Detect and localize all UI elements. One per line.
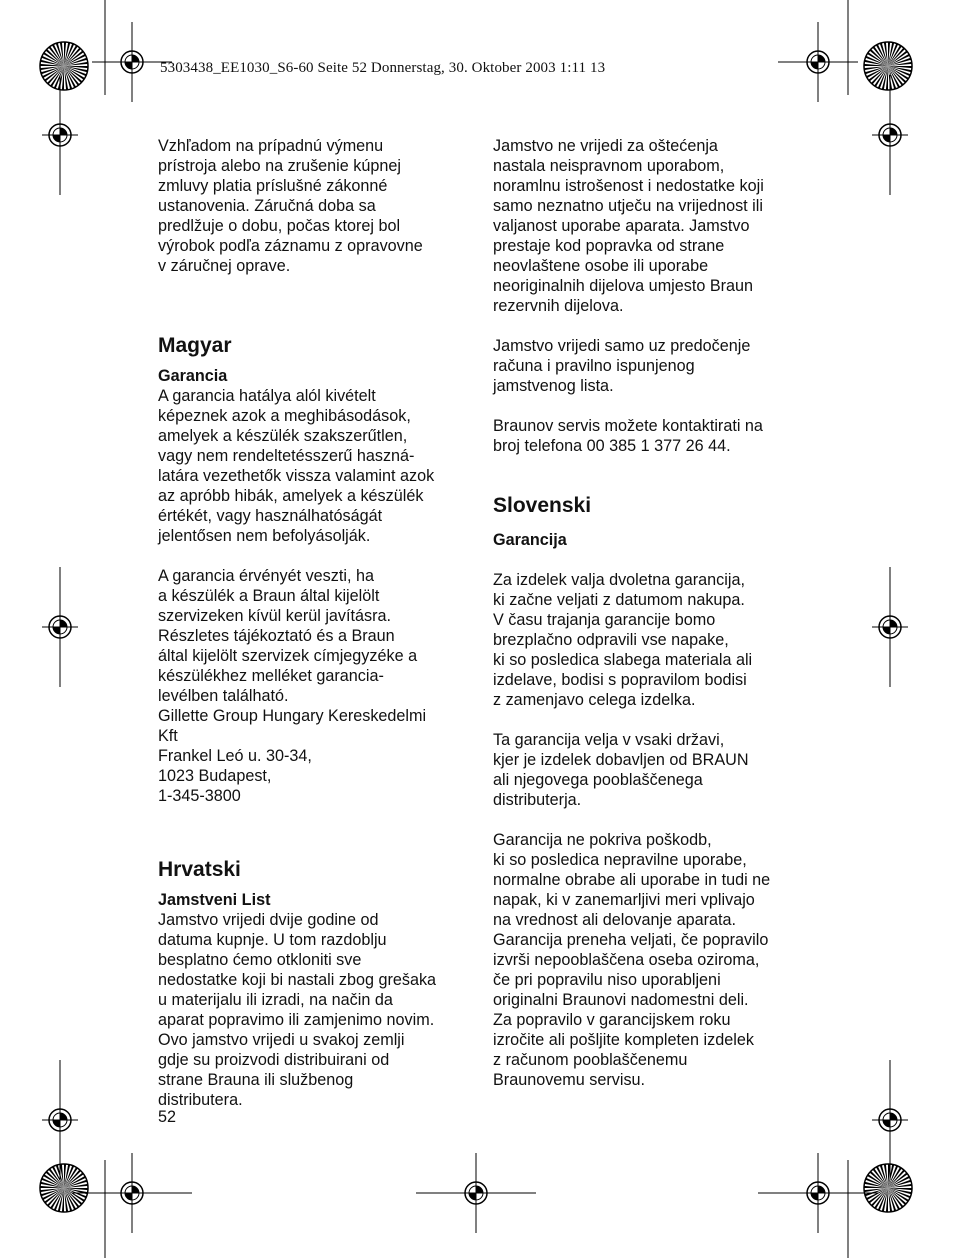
slovenski-paragraph-3: Garancija ne pokriva poškodb, ki so posledica nepravilne uporabe, normalne obrabe ali uporabe in tudi ne napak, ki v zanemarljivi meri vplivajo na vrednost ali delovanje aparata. Garancija preneha veljati, če popravilo izvrši nepooblaščena oseba oziroma, če pri popravilu niso uporabljeni originalni Braunovi nadomestni deli. Za popravilo v garancijskem roku izročite ali pošljite kompleten izdelek z računom pooblaščenemu Braunovemu servisu. [493,831,771,1089]
registration-mark-icon [758,1153,878,1233]
left-column [158,136,463,1110]
hrvatski-cont-paragraph-2: Jamstvo vrijedi samo uz predočenje računa i pravilno ispunjenog jamstvenog lista. [493,337,751,395]
slovak-paragraph: Vzhľadom na prípadnú výmenu prístroja alebo na zrušenie kúpnej zmluvy platia príslušné zákonné ustanovenia. Záručná doba sa predlžuje o dobu, počas ktorej bol výrobok podľa záznamu z opravovne v záručnej oprave. [158,137,423,275]
section-heading-hrvatski: Hrvatski [158,858,241,881]
registration-mark-icon [778,22,858,102]
hrvatski-paragraph-1: Jamstvo vrijedi dvije godine od datuma kupnje. U tom razdoblju besplatno ćemo otkloniti sve nedostatke koji bi nastali zbog grešaka u materijalu ili izradi, na način da aparat popravimo ili zamjenimo novim. Ovo jamstvo vrijedi u svakoj zemlji gdje su proizvodi distribuirani od strane Brauna ili službenog distributera. [158,911,437,1109]
starburst-mark-icon [864,42,912,90]
registration-mark-icon [872,75,908,195]
hrvatski-cont-paragraph-3: Braunov servis možete kontaktirati na broj telefona 00 385 1 377 26 44. [493,417,763,455]
print-header-slug: 5303438_EE1030_S6-60 Seite 52 Donnerstag, 30. Oktober 2003 1:11 13 [160,60,606,76]
starburst-mark-icon [40,42,88,90]
registration-mark-icon [42,1060,78,1180]
subheading-garancija: Garancija [493,531,567,549]
registration-mark-icon [416,1153,536,1233]
hrvatski-cont-paragraph-1: Jamstvo ne vrijedi za oštećenja nastala neispravnom uporabom, noramlnu istrošenost i nedostatke koji samo neznatno utječu na vrijednost ili valjanost uporabe aparata. Jamstvo prestaje kod popravka od strane neovlaštene osobe ili uporabe neoriginalnih dijelova umjesto Braun rezervnih dijelova. [493,137,764,315]
registration-mark-icon [42,567,78,687]
starburst-mark-icon [864,1164,912,1212]
registration-mark-icon [872,567,908,687]
starburst-mark-icon [40,1164,88,1212]
page-number: 52 [158,1108,177,1126]
section-heading-magyar: Magyar [158,334,232,357]
registration-mark-icon [872,1060,908,1180]
subheading-jamstveni-list: Jamstveni List [158,891,271,909]
section-heading-slovenski: Slovenski [493,494,592,517]
magyar-paragraph-1: A garancia hatálya alól kivételt képeznek azok a meghibásodások, amelyek a készülék szakszerűtlen, vagy nem rendeltetésszerű haszná- latára vezethetők vissza valamint azok az apróbb hibák, amelyek a készülék értékét, vagy használhatóságát jelentősen nem befolyásolják. [158,387,435,545]
subheading-garancia: Garancia [158,367,228,385]
registration-mark-icon [42,75,78,195]
magyar-paragraph-2: A garancia érvényét veszti, ha a készülék a Braun által kijelölt szervizeken kívül kerül javításra. Részletes tájékoztató és a Braun által kijelölt szervizek címjegyzéke a készülékhez melléket garancia- levélben található. Gillette Group Hungary Kereskedelmi Kft Frankel Leó u. 30-34, 1023 Budapest, 1-345-3800 [158,567,427,805]
slovenski-paragraph-2: Ta garancija velja v vsaki državi, kjer je izdelek dobavljen od BRAUN ali njegovega pooblaščenega distributerja. [493,731,749,809]
slovenski-paragraph-1: Za izdelek valja dvoletna garancija, ki začne veljati z datumom nakupa. V času trajanja garancije bomo brezplačno odpravili vse napake, ki so posledica slabega materiala ali izdelave, bodisi s popravilom bodisi z zamenjavo celega izdelka. [493,571,753,709]
right-column [493,136,798,1090]
registration-mark-icon [72,1153,192,1233]
